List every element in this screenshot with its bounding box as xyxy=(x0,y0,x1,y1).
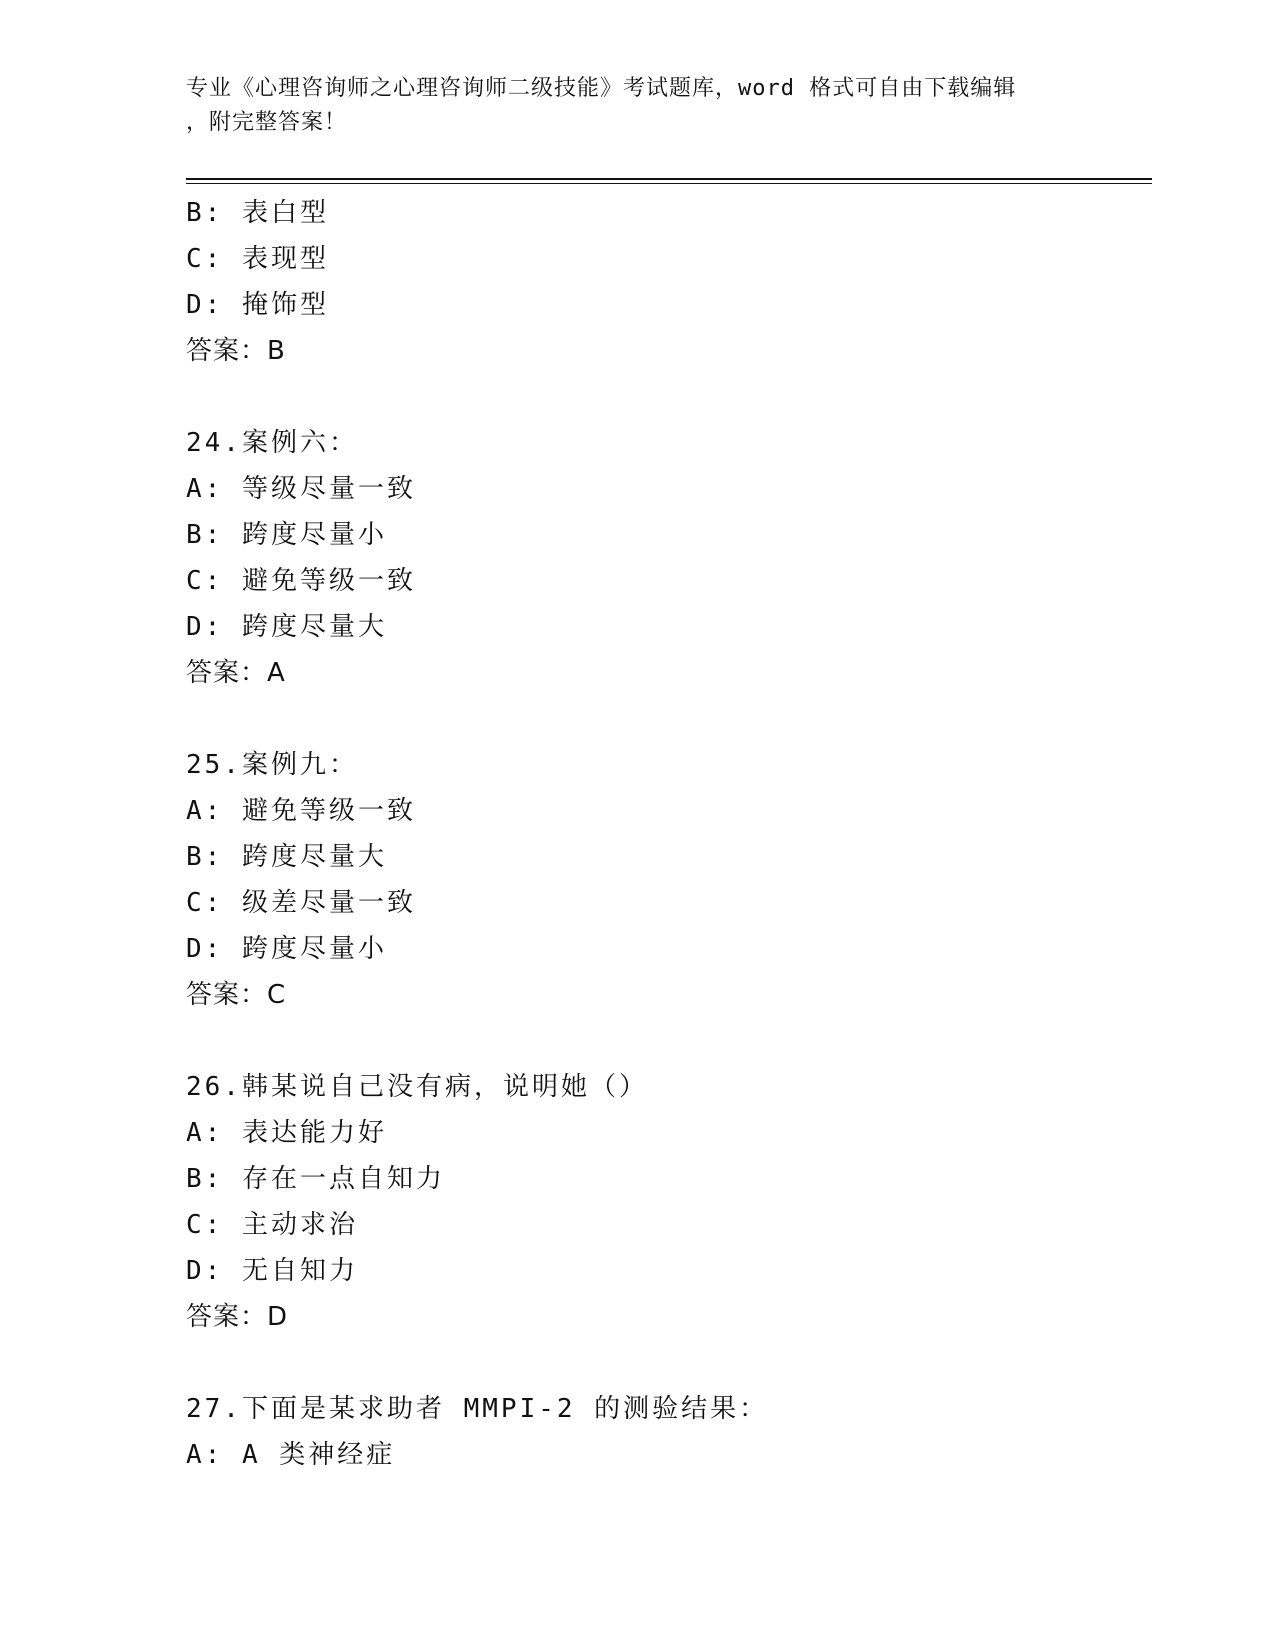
option-d: D: 跨度尽量大 xyxy=(186,612,387,642)
option-d: D: 掩饰型 xyxy=(186,290,329,320)
option-b: B: 存在一点自知力 xyxy=(186,1164,445,1194)
question-list xyxy=(186,190,1146,1478)
option-b: B: 跨度尽量小 xyxy=(186,520,387,550)
question-25 xyxy=(186,742,1146,1018)
answer-line: 答案：C xyxy=(186,980,287,1010)
option-c: C: 表现型 xyxy=(186,244,329,274)
option-a: A: 表达能力好 xyxy=(186,1118,387,1148)
header-line-2: ，附完整答案！ xyxy=(186,110,348,135)
answer-line: 答案：B xyxy=(186,336,286,366)
option-d: D: 无自知力 xyxy=(186,1256,358,1286)
question-fragment xyxy=(186,190,1146,374)
option-a: A: 避免等级一致 xyxy=(186,796,416,826)
option-a: A: 等级尽量一致 xyxy=(186,474,416,504)
answer-line: 答案：A xyxy=(186,658,286,688)
question-27 xyxy=(186,1386,1146,1478)
option-a: A: A 类神经症 xyxy=(186,1440,396,1470)
question-stem: 24.案例六： xyxy=(186,428,358,458)
question-26 xyxy=(186,1064,1146,1340)
answer-line: 答案：D xyxy=(186,1302,289,1332)
question-stem: 25.案例九： xyxy=(186,750,358,780)
header-divider-thick xyxy=(186,178,1152,180)
option-b: B: 跨度尽量大 xyxy=(186,842,387,872)
header-divider-thin xyxy=(186,183,1152,184)
option-b: B: 表白型 xyxy=(186,198,329,228)
question-24 xyxy=(186,420,1146,696)
header-line-1: 专业《心理咨询师之心理咨询师二级技能》考试题库，word 格式可自由下载编辑 xyxy=(186,76,1017,101)
option-c: C: 避免等级一致 xyxy=(186,566,416,596)
document-header xyxy=(186,72,1086,140)
question-stem: 26.韩某说自己没有病，说明她（） xyxy=(186,1072,648,1102)
option-c: C: 主动求治 xyxy=(186,1210,358,1240)
option-c: C: 级差尽量一致 xyxy=(186,888,416,918)
question-stem: 27.下面是某求助者 MMPI-2 的测验结果： xyxy=(186,1394,769,1424)
option-d: D: 跨度尽量小 xyxy=(186,934,387,964)
